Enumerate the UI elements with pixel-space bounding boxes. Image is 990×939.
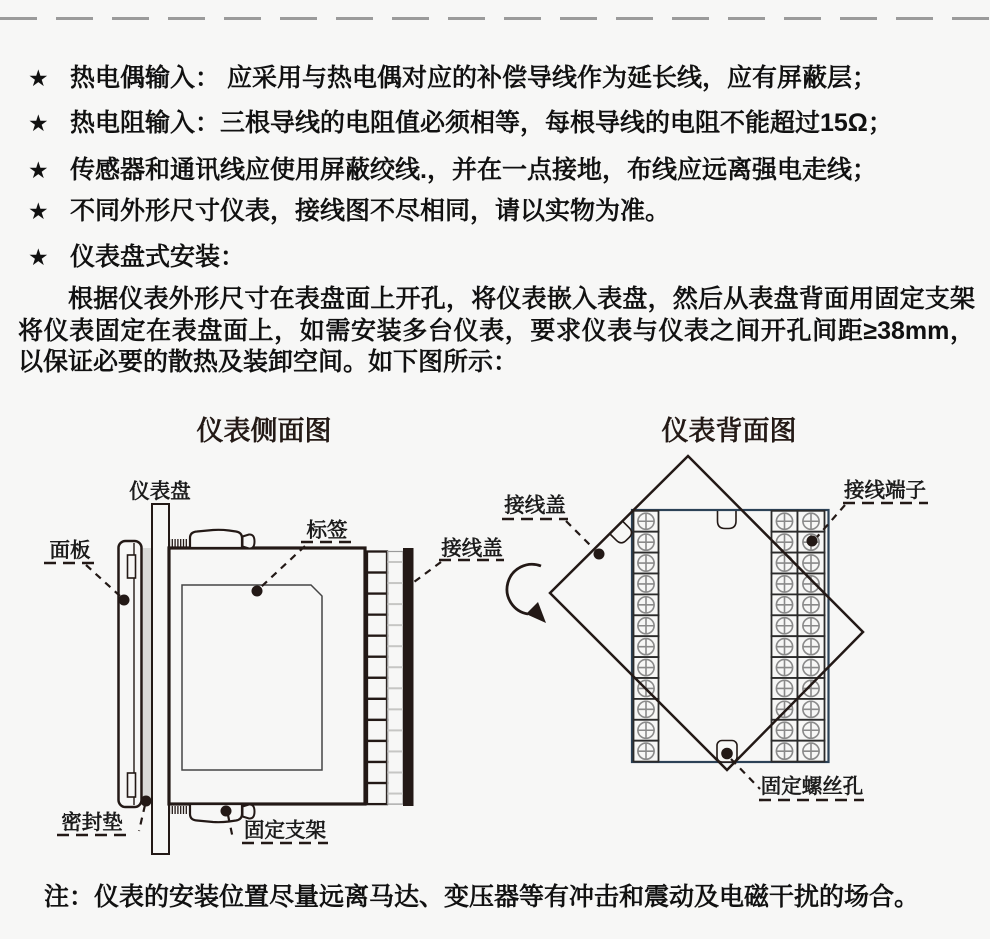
panel-board-hatch (152, 504, 169, 854)
page-cut-dashed-line (0, 17, 990, 20)
bullet-thermocouple (28, 63, 976, 93)
bullet-panel-mount-heading (28, 242, 976, 272)
screw-thread-bottom (170, 806, 187, 814)
ladder-cell (367, 615, 387, 636)
tag-dot (252, 586, 263, 597)
back-view-diagram (502, 416, 928, 800)
star-icon: ★ (28, 65, 49, 91)
bullet-text: 不同外形尺寸仪表，接线图不尽相同，请以实物为准。 (70, 197, 671, 225)
back-terminal-cover-label: 接线盖 (504, 494, 566, 517)
ladder-cell (367, 657, 387, 678)
fixing-bracket-label: 固定支架 (244, 819, 326, 842)
panel-board-wall (152, 504, 169, 854)
cover-notch (610, 521, 634, 545)
bullet-text: 仪表盘式安装： (70, 243, 246, 271)
bullet-text: 热电阻输入：三根导线的电阻值必须相等，每根导线的电阻不能超过15Ω； (70, 109, 893, 137)
side-view-title: 仪表侧面图 (196, 416, 332, 446)
tag-label: 标签 (306, 519, 348, 542)
ladder-cell (367, 762, 387, 783)
screw-head-top (243, 534, 255, 548)
star-icon: ★ (28, 157, 49, 183)
fixing-bracket-top (190, 530, 242, 548)
front-panel-dot (119, 595, 130, 606)
fixing-bracket-bottom (190, 804, 242, 822)
terminal-ladder (367, 552, 387, 805)
fixing-screw-dot (721, 748, 733, 760)
seal-gasket-leader (139, 805, 145, 831)
fixing-screw-hole-leader (731, 759, 760, 789)
terminal-ladder-rails (388, 552, 404, 805)
panel-board-label: 仪表盘 (129, 480, 191, 503)
front-panel-clip-bottom (128, 773, 136, 797)
install-note: 注：仪表的安装位置尽量远离马达、变压器等有冲击和震动及电磁干扰的场合。 (44, 883, 920, 911)
install-paragraph: 根据仪表外形尺寸在表盘面上开孔，将仪表嵌入表盘，然后从表盘背面用固定支架将仪表固定在表盘面上，如需安装多台仪表，要求仪表与仪表之间开孔间距≥38mm，以保证必要的散热及装卸空间。如下图所示： (18, 285, 975, 376)
bullet-text: 热电偶输入： 应采用与热电偶对应的补偿导线作为延长线，应有屏蔽层； (70, 64, 877, 92)
ladder-cell (367, 678, 387, 699)
fixing-screw-hole-label: 固定螺丝孔 (760, 775, 864, 798)
ladder-cell (367, 552, 387, 573)
ladder-cell (367, 636, 387, 657)
installation-diagrams (0, 400, 990, 870)
front-panel-label: 面板 (49, 539, 91, 562)
bullet-shielded-wire (28, 155, 976, 185)
rotate-arrow-head (526, 602, 546, 623)
seal-gasket-label: 密封垫 (61, 811, 123, 834)
side-view-diagram (44, 416, 504, 854)
back-view-title: 仪表背面图 (661, 416, 797, 446)
seal-gasket-dot (141, 796, 152, 807)
terminal-cover-leader (414, 562, 441, 582)
screw-thread-top (170, 539, 187, 547)
back-terminal-cover-leader (566, 521, 595, 550)
bullet-wiring-diagram (28, 196, 976, 226)
terminal-cover-label: 接线盖 (441, 537, 503, 560)
front-panel-clip-top (128, 555, 136, 578)
ladder-cell (367, 573, 387, 594)
terminal-cover-bar (403, 548, 414, 806)
fixing-bracket-dot (221, 806, 232, 817)
seal-gasket-strip (143, 548, 152, 802)
instrument-body (169, 548, 365, 804)
bullet-rtd (28, 108, 976, 138)
ladder-cell (367, 741, 387, 762)
ladder-cell (367, 699, 387, 720)
ladder-cell (367, 720, 387, 741)
terminal-block-dot (807, 536, 818, 547)
ladder-cell (367, 594, 387, 615)
screw-head-bottom (243, 804, 255, 818)
bullet-text: 传感器和通讯线应使用屏蔽绞线.，并在一点接地，布线应远离强电走线； (70, 156, 877, 184)
star-icon: ★ (28, 110, 49, 136)
star-icon: ★ (28, 244, 49, 270)
front-panel (119, 541, 142, 807)
ladder-rail (388, 552, 404, 805)
back-terminal-cover-dot (594, 549, 605, 560)
terminal-block-label: 接线端子 (844, 479, 926, 502)
star-icon: ★ (28, 198, 49, 224)
ladder-cell (367, 783, 387, 804)
front-panel-leader (86, 565, 120, 596)
